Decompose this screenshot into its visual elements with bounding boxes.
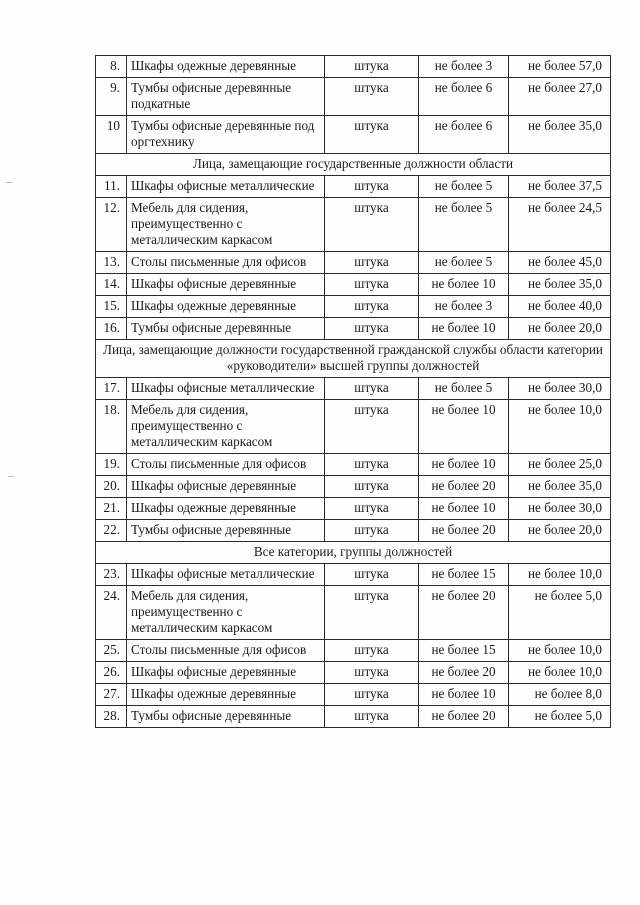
table-row [96, 252, 611, 274]
row-number: 26. [96, 662, 127, 684]
item-name: Тумбы офисные деревянные [127, 706, 325, 728]
item-name: Тумбы офисные деревянные [127, 318, 325, 340]
table-row [96, 400, 611, 454]
unit-cell: штука [325, 586, 419, 640]
row-number: 8. [96, 56, 127, 78]
row-number: 20. [96, 476, 127, 498]
table-row [96, 56, 611, 78]
table-row [96, 116, 611, 154]
table-row [96, 78, 611, 116]
price-cell: не более 35,0 [509, 476, 611, 498]
row-number: 28. [96, 706, 127, 728]
table-row [96, 498, 611, 520]
table-row [96, 454, 611, 476]
unit-cell: штука [325, 78, 419, 116]
quantity-cell: не более 10 [419, 498, 509, 520]
unit-cell: штука [325, 176, 419, 198]
price-cell: не более 25,0 [509, 454, 611, 476]
quantity-cell: не более 10 [419, 318, 509, 340]
item-name: Тумбы офисные деревянные [127, 520, 325, 542]
item-name: Мебель для сидения, преимущественно с металлическим каркасом [127, 400, 325, 454]
unit-cell: штука [325, 116, 419, 154]
price-cell: не более 40,0 [509, 296, 611, 318]
row-number: 25. [96, 640, 127, 662]
row-number: 10 [96, 116, 127, 154]
table-row [96, 564, 611, 586]
quantity-cell: не более 3 [419, 296, 509, 318]
quantity-cell: не более 10 [419, 684, 509, 706]
quantity-cell: не более 20 [419, 520, 509, 542]
unit-cell: штука [325, 198, 419, 252]
item-name: Столы письменные для офисов [127, 252, 325, 274]
scan-speck [6, 182, 12, 183]
table-row [96, 640, 611, 662]
item-name: Мебель для сидения, преимущественно с металлическим каркасом [127, 198, 325, 252]
row-number: 12. [96, 198, 127, 252]
price-cell: не более 8,0 [509, 684, 611, 706]
furniture-norms-table [95, 55, 611, 728]
unit-cell: штука [325, 400, 419, 454]
row-number: 15. [96, 296, 127, 318]
table-row [96, 706, 611, 728]
item-name: Шкафы офисные металлические [127, 176, 325, 198]
unit-cell: штука [325, 318, 419, 340]
table-row [96, 476, 611, 498]
item-name: Шкафы офисные деревянные [127, 274, 325, 296]
item-name: Шкафы офисные деревянные [127, 662, 325, 684]
item-name: Столы письменные для офисов [127, 454, 325, 476]
unit-cell: штука [325, 520, 419, 542]
quantity-cell: не более 20 [419, 706, 509, 728]
quantity-cell: не более 6 [419, 116, 509, 154]
unit-cell: штука [325, 378, 419, 400]
unit-cell: штука [325, 684, 419, 706]
table-row [96, 296, 611, 318]
table-row [96, 198, 611, 252]
item-name: Мебель для сидения, преимущественно с металлическим каркасом [127, 586, 325, 640]
section-header-row [96, 154, 611, 176]
table-row [96, 378, 611, 400]
quantity-cell: не более 20 [419, 476, 509, 498]
price-cell: не более 24,5 [509, 198, 611, 252]
table-row [96, 176, 611, 198]
row-number: 24. [96, 586, 127, 640]
price-cell: не более 27,0 [509, 78, 611, 116]
table-row [96, 520, 611, 542]
quantity-cell: не более 10 [419, 454, 509, 476]
row-number: 14. [96, 274, 127, 296]
price-cell: не более 20,0 [509, 520, 611, 542]
quantity-cell: не более 5 [419, 378, 509, 400]
quantity-cell: не более 5 [419, 176, 509, 198]
unit-cell: штука [325, 564, 419, 586]
price-cell: не более 10,0 [509, 564, 611, 586]
price-cell: не более 57,0 [509, 56, 611, 78]
table-row [96, 274, 611, 296]
price-cell: не более 10,0 [509, 640, 611, 662]
row-number: 16. [96, 318, 127, 340]
quantity-cell: не более 20 [419, 586, 509, 640]
row-number: 18. [96, 400, 127, 454]
price-cell: не более 35,0 [509, 274, 611, 296]
section-title: Все категории, группы должностей [96, 542, 611, 564]
price-cell: не более 35,0 [509, 116, 611, 154]
table-row [96, 662, 611, 684]
price-cell: не более 30,0 [509, 498, 611, 520]
price-cell: не более 5,0 [509, 586, 611, 640]
unit-cell: штука [325, 252, 419, 274]
unit-cell: штука [325, 56, 419, 78]
unit-cell: штука [325, 274, 419, 296]
item-name: Шкафы офисные металлические [127, 564, 325, 586]
quantity-cell: не более 15 [419, 640, 509, 662]
section-header-row [96, 340, 611, 378]
row-number: 21. [96, 498, 127, 520]
quantity-cell: не более 5 [419, 252, 509, 274]
table-row [96, 318, 611, 340]
item-name: Шкафы одежные деревянные [127, 498, 325, 520]
unit-cell: штука [325, 706, 419, 728]
price-cell: не более 20,0 [509, 318, 611, 340]
unit-cell: штука [325, 476, 419, 498]
quantity-cell: не более 5 [419, 198, 509, 252]
row-number: 11. [96, 176, 127, 198]
price-cell: не более 30,0 [509, 378, 611, 400]
row-number: 17. [96, 378, 127, 400]
price-cell: не более 10,0 [509, 400, 611, 454]
row-number: 9. [96, 78, 127, 116]
row-number: 13. [96, 252, 127, 274]
table-body [96, 56, 611, 728]
quantity-cell: не более 3 [419, 56, 509, 78]
row-number: 19. [96, 454, 127, 476]
quantity-cell: не более 6 [419, 78, 509, 116]
unit-cell: штука [325, 498, 419, 520]
price-cell: не более 45,0 [509, 252, 611, 274]
table-row [96, 684, 611, 706]
item-name: Тумбы офисные деревянные под оргтехнику [127, 116, 325, 154]
section-header-row [96, 542, 611, 564]
item-name: Шкафы офисные металлические [127, 378, 325, 400]
item-name: Шкафы одежные деревянные [127, 684, 325, 706]
table-row [96, 586, 611, 640]
item-name: Столы письменные для офисов [127, 640, 325, 662]
scan-speck [8, 476, 14, 477]
row-number: 23. [96, 564, 127, 586]
price-cell: не более 10,0 [509, 662, 611, 684]
item-name: Тумбы офисные деревянные подкатные [127, 78, 325, 116]
unit-cell: штука [325, 296, 419, 318]
unit-cell: штука [325, 454, 419, 476]
quantity-cell: не более 15 [419, 564, 509, 586]
section-title: Лица, замещающие государственные должности области [96, 154, 611, 176]
price-cell: не более 5,0 [509, 706, 611, 728]
quantity-cell: не более 20 [419, 662, 509, 684]
row-number: 27. [96, 684, 127, 706]
quantity-cell: не более 10 [419, 400, 509, 454]
item-name: Шкафы одежные деревянные [127, 56, 325, 78]
price-cell: не более 37,5 [509, 176, 611, 198]
item-name: Шкафы офисные деревянные [127, 476, 325, 498]
unit-cell: штука [325, 662, 419, 684]
section-title: Лица, замещающие должности государственной гражданской службы области категории «руководители» высшей группы должностей [96, 340, 611, 378]
quantity-cell: не более 10 [419, 274, 509, 296]
unit-cell: штука [325, 640, 419, 662]
row-number: 22. [96, 520, 127, 542]
item-name: Шкафы одежные деревянные [127, 296, 325, 318]
